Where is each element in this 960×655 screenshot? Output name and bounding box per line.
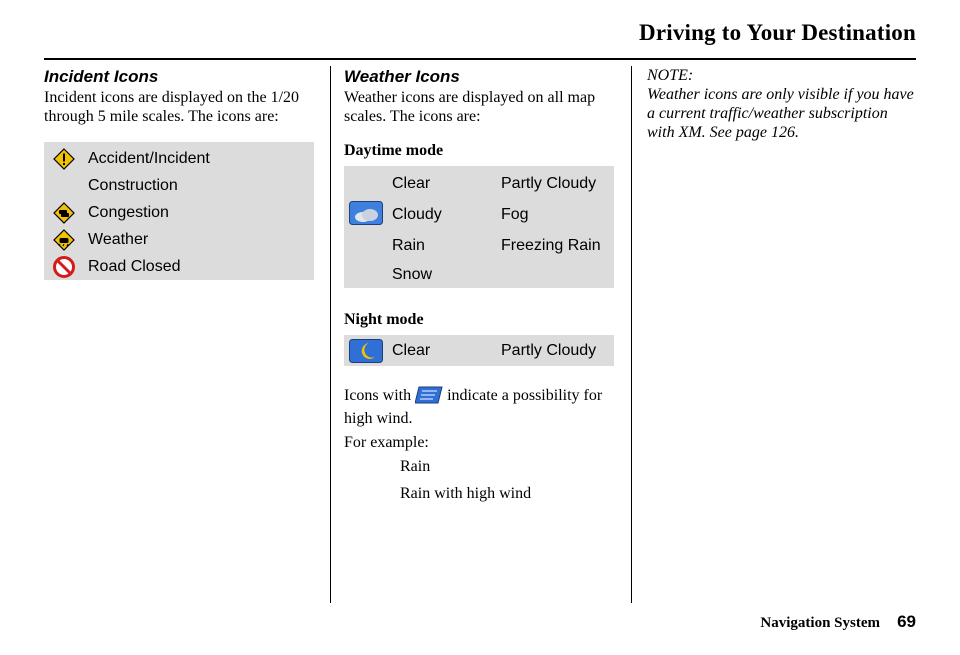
column-divider: [631, 66, 632, 603]
column-divider: [330, 66, 331, 603]
weather-heading: Weather Icons: [344, 67, 460, 86]
list-item: [44, 173, 314, 200]
page-number: 69: [897, 612, 916, 631]
example-label: For example:: [344, 434, 429, 451]
title-rule: [44, 58, 916, 60]
example-item: Rain with high wind: [400, 485, 532, 502]
list-item: [44, 200, 314, 227]
note-text: Weather icons are only visible if you have a current traffic/weather subscription with XM. See page 126.: [647, 86, 914, 141]
night-icon-grid: [344, 335, 614, 366]
weather-section: [344, 66, 616, 512]
weather-label: Partly Cloudy: [501, 175, 597, 192]
incident-icon-list: [44, 142, 314, 280]
weather-label: Clear: [392, 342, 431, 359]
list-item: [44, 254, 314, 281]
incident-label: Congestion: [88, 204, 169, 221]
caution-diamond-icon: [53, 148, 75, 170]
note-label: NOTE:: [647, 67, 694, 84]
incident-label: Weather: [88, 231, 149, 248]
page-title: Driving to Your Destination: [639, 20, 916, 45]
example-list: [344, 452, 616, 512]
weather-label: Snow: [392, 266, 433, 283]
daytime-mode-label: Daytime mode: [344, 142, 444, 159]
daytime-icon-grid: [344, 166, 614, 288]
night-clear-moon-icon: [349, 339, 383, 363]
list-item: [44, 227, 314, 254]
construction-icon: [53, 175, 75, 197]
list-item: [44, 146, 314, 173]
weather-label: Freezing Rain: [501, 237, 601, 254]
weather-car-diamond-icon: [53, 229, 75, 251]
weather-label: Rain: [392, 237, 425, 254]
incident-label: Accident/Incident: [88, 150, 210, 167]
weather-label: Cloudy: [392, 206, 442, 223]
example-item: Rain: [400, 458, 431, 475]
incident-intro: Incident icons are displayed on the 1/20 through 5 mile scales. The icons are:: [44, 89, 300, 125]
high-wind-flag-icon: [415, 386, 443, 409]
cloudy-icon: [349, 201, 383, 225]
night-mode-label: Night mode: [344, 311, 424, 328]
incident-label: Road Closed: [88, 258, 181, 275]
weather-intro: Weather icons are displayed on all map scales. The icons are:: [344, 89, 596, 125]
incident-label: Construction: [88, 177, 178, 194]
no-entry-circle-icon: [53, 256, 75, 278]
note-section: [647, 66, 917, 142]
congestion-car-diamond-icon: [53, 202, 75, 224]
weather-label: Fog: [501, 206, 529, 223]
footer-label: Navigation System: [760, 615, 880, 631]
incident-section: [44, 66, 316, 280]
incident-heading: Incident Icons: [44, 67, 159, 86]
high-wind-note: Icons with indicate a possibility for high wind.: [344, 387, 603, 427]
weather-label: Partly Cloudy: [501, 342, 597, 359]
weather-label: Clear: [392, 175, 431, 192]
